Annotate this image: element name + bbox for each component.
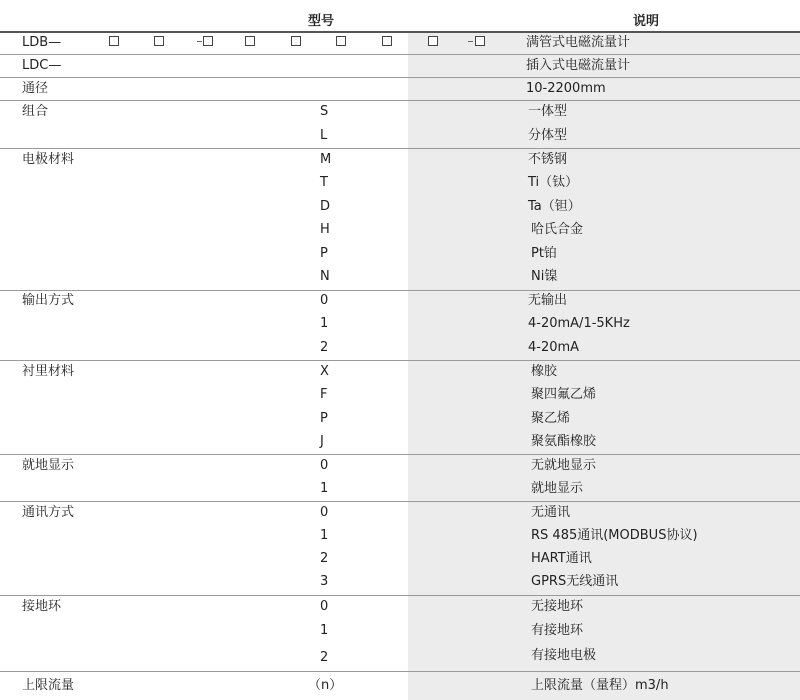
- group-divider: [0, 595, 800, 596]
- option-code: J: [320, 434, 324, 449]
- option-code: 0: [320, 505, 329, 520]
- option-code: M: [320, 152, 332, 167]
- option-code: X: [320, 364, 329, 379]
- model-slot-6: [336, 36, 346, 46]
- option-desc: 无输出: [528, 293, 568, 308]
- option-desc: 无通讯: [531, 505, 571, 520]
- label-diameter: 通径: [22, 81, 49, 96]
- option-code: 2: [320, 551, 329, 566]
- option-code: S: [320, 104, 329, 119]
- model-slot-1: [109, 36, 119, 46]
- option-desc: 4-20mA: [528, 340, 580, 355]
- model-slot-3: [203, 36, 213, 46]
- desc-diameter: 10-2200mm: [526, 81, 606, 96]
- option-desc: Pt铂: [531, 246, 557, 261]
- slot-separator: [468, 41, 473, 42]
- option-desc: 4-20mA/1-5KHz: [528, 316, 630, 331]
- option-desc: 一体型: [528, 104, 568, 119]
- row-divider: [0, 54, 800, 55]
- option-code: 2: [320, 650, 329, 665]
- option-code: 1: [320, 623, 329, 638]
- group-label-combination: 组合: [22, 104, 49, 119]
- description-column-background: [408, 31, 800, 700]
- header-description: 说明: [633, 14, 660, 29]
- group-label-grounding-ring: 接地环: [22, 599, 62, 614]
- code-ldc: LDC—: [22, 58, 62, 73]
- option-desc: 上限流量（量程）m3/h: [531, 678, 669, 693]
- model-slot-9: [475, 36, 485, 46]
- header-rule: [0, 31, 800, 33]
- row-divider: [0, 77, 800, 78]
- option-desc: RS 485通讯(MODBUS协议): [531, 528, 698, 543]
- option-code: D: [320, 199, 331, 214]
- option-code: P: [320, 411, 328, 426]
- option-desc: 橡胶: [531, 364, 558, 379]
- desc-ldc: 插入式电磁流量计: [526, 58, 631, 73]
- option-code: 1: [320, 316, 329, 331]
- option-code: 0: [320, 293, 329, 308]
- model-slot-5: [291, 36, 301, 46]
- option-desc: 不锈钢: [528, 152, 568, 167]
- option-desc: 分体型: [528, 128, 568, 143]
- option-code: H: [320, 222, 330, 237]
- option-code: T: [320, 175, 328, 190]
- option-code: 0: [320, 599, 329, 614]
- slot-separator: [197, 41, 202, 42]
- group-divider: [0, 501, 800, 502]
- option-code: （n）: [308, 678, 343, 693]
- option-desc: HART通讯: [531, 551, 592, 566]
- group-label-communication: 通讯方式: [22, 505, 75, 520]
- option-desc: Ti（钛）: [528, 175, 579, 190]
- option-desc: 聚四氟乙烯: [531, 387, 597, 402]
- option-code: 1: [320, 481, 329, 496]
- row-divider: [0, 100, 800, 101]
- option-desc: GPRS无线通讯: [531, 574, 619, 589]
- option-code: 1: [320, 528, 329, 543]
- option-desc: 聚氨酯橡胶: [531, 434, 597, 449]
- header-model: 型号: [308, 14, 335, 29]
- option-desc: 就地显示: [531, 481, 584, 496]
- desc-ldb: 满管式电磁流量计: [526, 35, 631, 50]
- option-code: P: [320, 246, 328, 261]
- group-label-lining: 衬里材料: [22, 364, 75, 379]
- group-label-local-display: 就地显示: [22, 458, 75, 473]
- option-desc: Ta（钽）: [528, 199, 581, 214]
- option-code: F: [320, 387, 328, 402]
- option-desc: 聚乙烯: [531, 411, 571, 426]
- code-ldb: LDB—: [22, 35, 62, 50]
- option-desc: 有接地环: [531, 623, 584, 638]
- option-code: 0: [320, 458, 329, 473]
- option-code: L: [320, 128, 328, 143]
- option-code: N: [320, 269, 330, 284]
- option-code: 2: [320, 340, 329, 355]
- model-slot-4: [245, 36, 255, 46]
- option-desc: 无接地环: [531, 599, 584, 614]
- group-divider: [0, 148, 800, 149]
- option-desc: 有接地电极: [531, 648, 597, 663]
- group-label-electrode: 电极材料: [22, 152, 75, 167]
- option-desc: 哈氏合金: [531, 222, 584, 237]
- group-label-output: 输出方式: [22, 293, 75, 308]
- model-slot-7: [382, 36, 392, 46]
- group-label-upper-flow: 上限流量: [22, 678, 75, 693]
- group-divider: [0, 360, 800, 361]
- model-slot-8: [428, 36, 438, 46]
- option-code: 3: [320, 574, 329, 589]
- model-slot-2: [154, 36, 164, 46]
- option-desc: 无就地显示: [531, 458, 597, 473]
- group-divider: [0, 671, 800, 672]
- option-desc: Ni镍: [531, 269, 558, 284]
- group-divider: [0, 290, 800, 291]
- group-divider: [0, 454, 800, 455]
